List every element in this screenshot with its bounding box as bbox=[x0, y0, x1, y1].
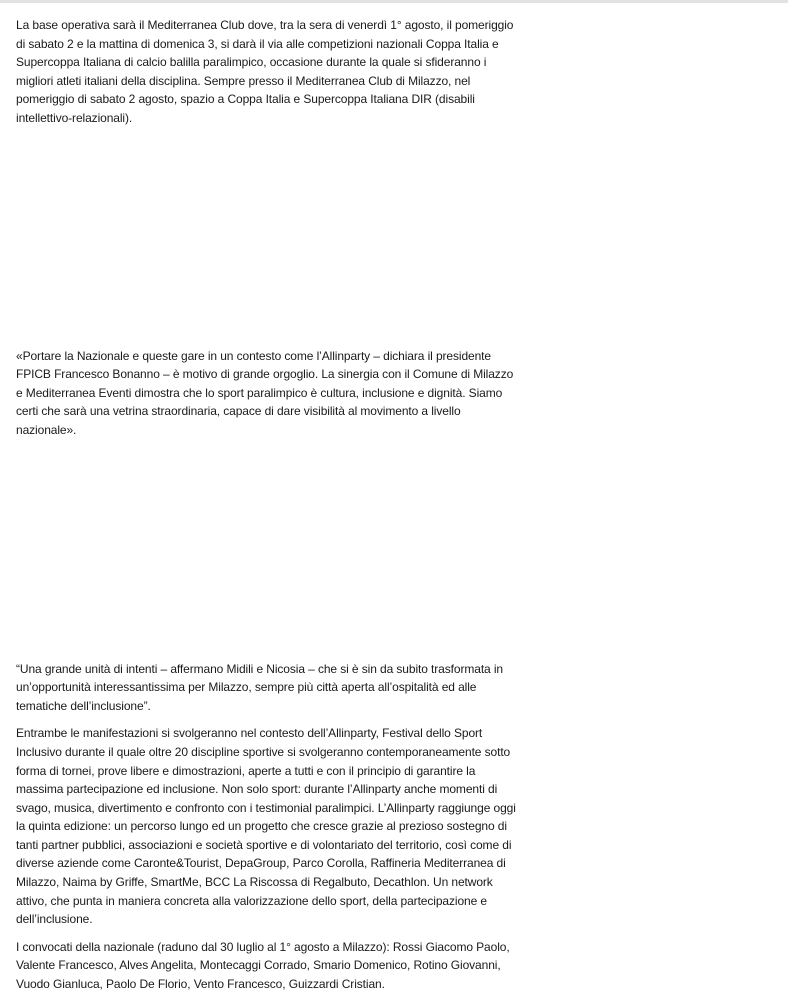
ad-slot-2 bbox=[16, 440, 516, 660]
paragraph-spacer bbox=[16, 715, 516, 724]
article-body bbox=[16, 16, 516, 994]
paragraph-venue: La base operativa sarà il Mediterranea Club dove, tra la sera di venerdì 1° agosto, il pomeriggio di sabato 2 e la mattina di domenica 3, si darà il via alle competizioni nazionali Coppa Italia e Supercoppa Italiana di calcio balilla paralimpico, occasione durante la quale si sfideranno i migliori atleti italiani della disciplina. Sempre presso il Mediterranea Club di Milazzo, nel pomeriggio di sabato 2 agosto, spazio a Coppa Italia e Supercoppa Italiana DIR (disabili intellettivo-relazionali). bbox=[16, 18, 514, 125]
paragraph-convocati: I convocati della nazionale (raduno dal 30 luglio al 1° agosto a Milazzo): Rossi Giacomo Paolo, Valente Francesco, Alves Angelita, Montecaggi Corrado, Smario Domenico, Rotino Giovanni, Vuodo Gianluca, Paolo De Florio, Vento Francesco, Guizzardi Cristian. bbox=[16, 939, 510, 992]
paragraph-president-quote: «Portare la Nazionale e queste gare in un contesto come l’Allinparty – dichiara il presidente FPICB Francesco Bonanno – è motivo di grande orgoglio. La sinergia con il Comune di Milazzo e Mediterranea Eventi dimostra che lo sport paralimpico è cultura, inclusione e dignità. Siamo certi che sarà una vetrina straordinaria, capace di dare visibilità al movimento a livello nazionale». bbox=[16, 348, 514, 437]
paragraph-allinparty: Entrambe le manifestazioni si svolgeranno nel contesto dell’Allinparty, Festival dello Sport Inclusivo durante il quale oltre 20 discipline sportive si svolgeranno contemporaneamente sotto forma di tornei, prove libere e dimostrazioni, aperte a tutti e con il principio di garantire la massima partecipazione ed inclusione. Non solo sport: durante l’Allinparty anche momenti di svago, musica, divertimento e confronto con i testimonial paralimpici. L’Allinparty raggiunge oggi la quinta edizione: un percorso lungo ed un progetto che cresce grazie al prezioso sostegno di tanti partner pubblici, associazioni e società sportive e di volontariato del territorio, così come di diverse aziende come Caronte&Tourist, DepaGroup, Parco Corolla, Raffineria Mediterranea di Milazzo, Naima by Griffe, SmartMe, BCC La Riscossa di Regalbuto, Decathlon. Un network attivo, che punta in maniera concreta alla valorizzazione dello sport, della partecipazione e dell’inclusione. bbox=[16, 726, 516, 927]
top-divider bbox=[0, 0, 788, 3]
paragraph-midili-nicosia-quote: “Una grande unità di intenti – affermano Midili e Nicosia – che si è sin da subito trasformata in un’opportunità interessantissima per Milazzo, sempre più città aperta all’ospitalità ed alle tematiche dell’inclusione”. bbox=[16, 661, 504, 713]
ad-slot-1 bbox=[16, 128, 516, 347]
paragraph-spacer bbox=[16, 929, 516, 938]
